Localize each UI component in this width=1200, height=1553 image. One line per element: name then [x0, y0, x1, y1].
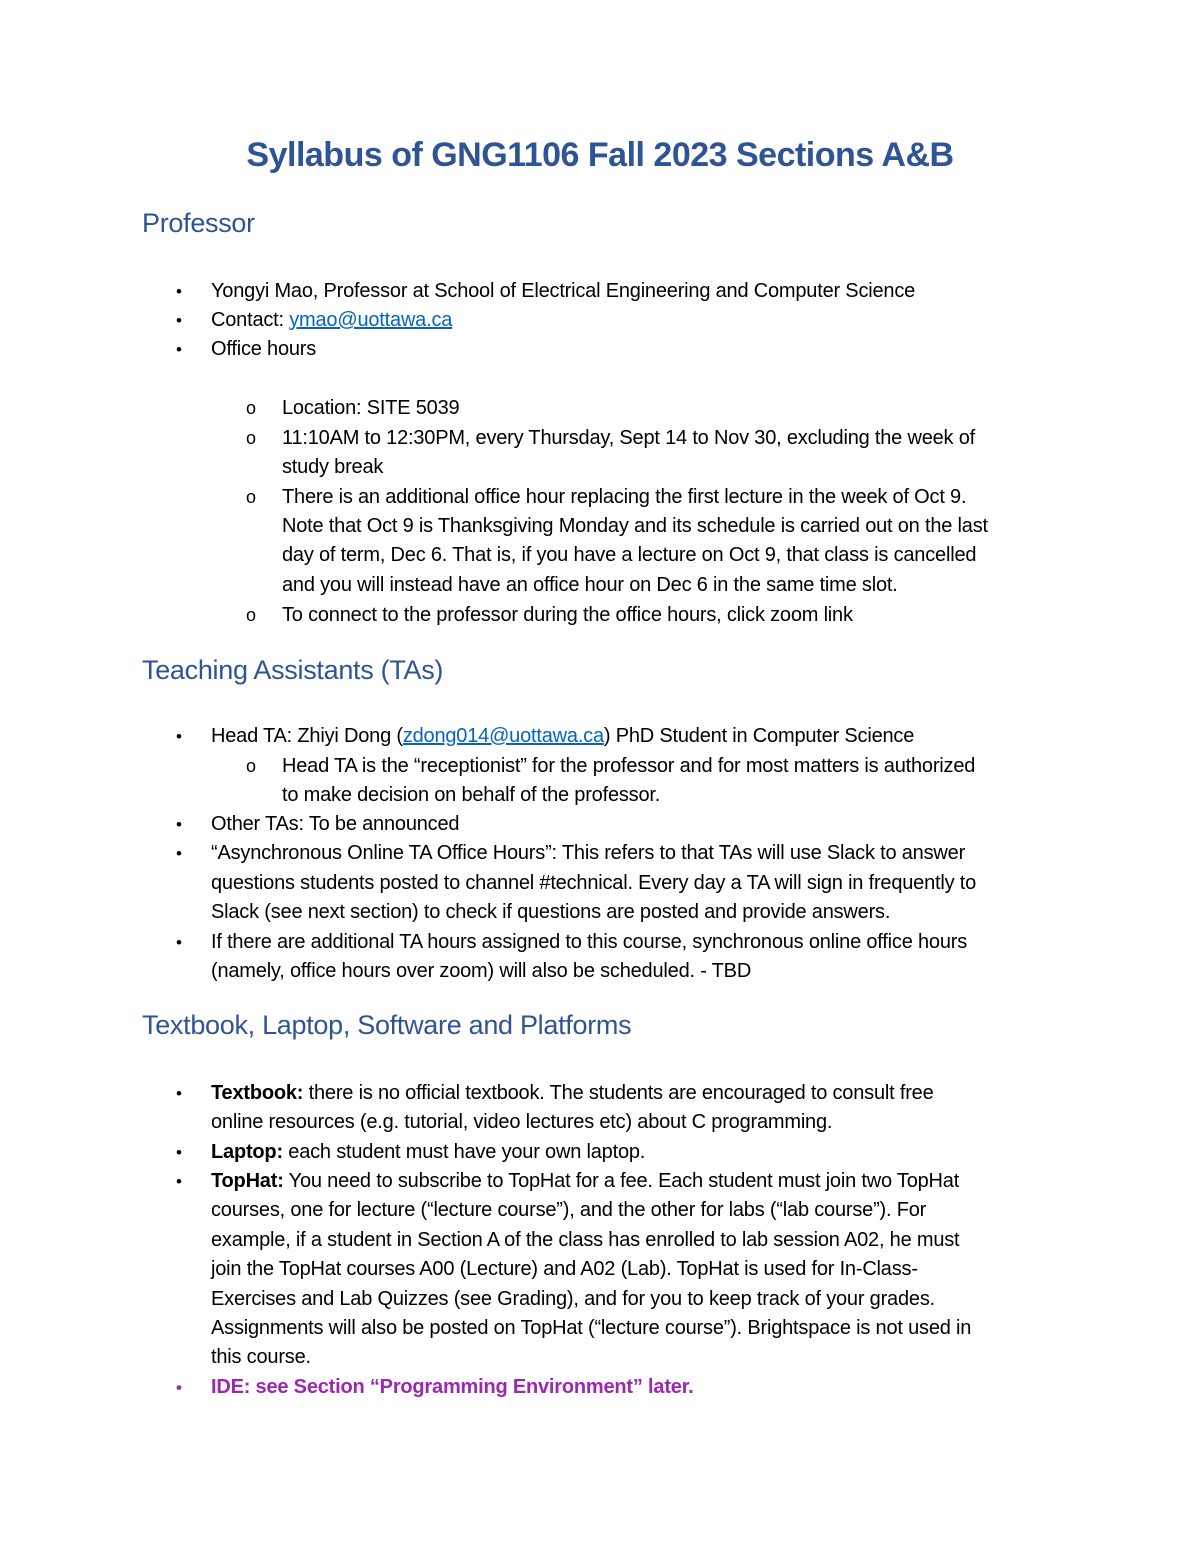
- head-ta-prefix: Head TA: Zhiyi Dong (: [211, 725, 403, 747]
- tophat-line: join the TopHat courses A00 (Lecture) and A02 (Lab). TopHat is used for In-Class-: [211, 1258, 918, 1280]
- professor-email-link[interactable]: ymao@uottawa.ca: [289, 309, 453, 331]
- bullet-icon: •: [176, 1378, 182, 1397]
- other-tas-line: Other TAs: To be announced: [211, 813, 460, 835]
- office-time-line: 11:10AM to 12:30PM, every Thursday, Sept 14 to Nov 30, excluding the week of: [282, 427, 975, 449]
- zoom-link-line: To connect to the professor during the office hours, click zoom link: [282, 604, 853, 626]
- additional-office-hour-line: and you will instead have an office hour on Dec 6 in the same time slot.: [282, 574, 898, 596]
- async-office-hours-line: questions students posted to channel #technical. Every day a TA will sign in frequently to: [211, 872, 977, 894]
- textbook-text: there is no official textbook. The students are encouraged to consult free: [303, 1082, 934, 1104]
- bullet-icon: •: [176, 1172, 182, 1191]
- office-hours-label: Office hours: [211, 338, 317, 360]
- head-ta-line: [211, 722, 914, 751]
- textbook-line: [211, 1079, 934, 1108]
- ide-note-line: IDE: see Section “Programming Environment” later.: [211, 1376, 694, 1398]
- bullet-icon: •: [176, 340, 182, 359]
- laptop-line: [211, 1138, 645, 1167]
- tophat-label: TopHat:: [211, 1170, 284, 1192]
- bullet-icon: •: [176, 1143, 182, 1162]
- section-heading-resources: Textbook, Laptop, Software and Platforms: [142, 1010, 632, 1040]
- section-heading-tas: Teaching Assistants (TAs): [142, 655, 444, 685]
- head-ta-email-link[interactable]: zdong014@uottawa.ca: [402, 725, 604, 747]
- page-title: Syllabus of GNG1106 Fall 2023 Sections A&B: [246, 136, 954, 174]
- additional-office-hour-line: Note that Oct 9 is Thanksgiving Monday and its schedule is carried out on the last: [282, 515, 988, 537]
- contact-label: Contact:: [211, 309, 290, 331]
- tophat-line: Exercises and Lab Quizzes (see Grading), and for you to keep track of your grades.: [211, 1288, 935, 1310]
- tophat-line: [211, 1167, 959, 1196]
- tophat-line: example, if a student in Section A of the class has enrolled to lab session A02, he must: [211, 1229, 960, 1251]
- bullet-icon: •: [176, 282, 182, 301]
- additional-ta-hours-line: If there are additional TA hours assigned to this course, synchronous online office hours: [211, 931, 967, 953]
- tophat-line: this course.: [211, 1346, 311, 1368]
- sub-bullet-icon: o: [246, 487, 257, 507]
- professor-contact-line: [211, 306, 452, 335]
- section-heading-professor: Professor: [142, 208, 255, 238]
- professor-name-line: Yongyi Mao, Professor at School of Electrical Engineering and Computer Science: [211, 280, 916, 302]
- sub-bullet-icon: o: [246, 756, 257, 776]
- bullet-icon: •: [176, 311, 182, 330]
- sub-bullet-icon: o: [246, 428, 257, 448]
- textbook-line: online resources (e.g. tutorial, video lectures etc) about C programming.: [211, 1111, 833, 1133]
- bullet-icon: •: [176, 844, 182, 863]
- additional-office-hour-line: There is an additional office hour replacing the first lecture in the week of Oct 9.: [282, 486, 967, 508]
- additional-ta-hours-line: (namely, office hours over zoom) will also be scheduled. - TBD: [211, 960, 752, 982]
- laptop-label: Laptop:: [211, 1141, 283, 1163]
- head-ta-role-line: to make decision on behalf of the professor.: [282, 784, 661, 806]
- tophat-line: Assignments will also be posted on TopHat (“lecture course”). Brightspace is not used in: [211, 1317, 972, 1339]
- office-time-line: study break: [282, 456, 384, 478]
- sub-bullet-icon: o: [246, 398, 257, 418]
- bullet-icon: •: [176, 727, 182, 746]
- sub-bullet-icon: o: [246, 605, 257, 625]
- bullet-icon: •: [176, 933, 182, 952]
- tophat-line: courses, one for lecture (“lecture course”), and the other for labs (“lab course”). For: [211, 1199, 927, 1221]
- textbook-label: Textbook:: [211, 1082, 304, 1104]
- office-location: Location: SITE 5039: [282, 397, 460, 419]
- bullet-icon: •: [176, 1084, 182, 1103]
- async-office-hours-line: Slack (see next section) to check if questions are posted and provide answers.: [211, 901, 891, 923]
- async-office-hours-line: “Asynchronous Online TA Office Hours”: This refers to that TAs will use Slack to answer: [211, 842, 966, 864]
- additional-office-hour-line: day of term, Dec 6. That is, if you have a lecture on Oct 9, that class is cancelled: [282, 544, 977, 566]
- tophat-text: You need to subscribe to TopHat for a fee. Each student must join two TopHat: [283, 1170, 960, 1192]
- bullet-icon: •: [176, 815, 182, 834]
- head-ta-suffix: ) PhD Student in Computer Science: [603, 725, 915, 747]
- head-ta-role-line: Head TA is the “receptionist” for the professor and for most matters is authorized: [282, 755, 976, 777]
- laptop-text: each student must have your own laptop.: [282, 1141, 646, 1163]
